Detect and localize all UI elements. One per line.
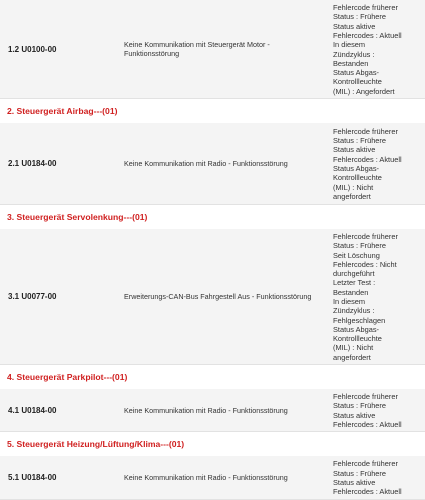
fault-code: 2.1 U0184-00 [8, 159, 57, 168]
fault-code: 5.1 U0184-00 [8, 473, 57, 482]
section-title-airbag: 2. Steuergerät Airbag---(01) [7, 106, 118, 116]
fault-status: Fehlercode früherer Status : Frühere Seit Löschung Fehlercodes : Nicht durchgeführt Letzter Test : Bestanden In diesem Zündzyklus : Fehlgeschlagen Status Abgas- Kontrollleuchte (MIL) : Nicht angefordert [333, 231, 398, 362]
fault-row-2-1 [0, 123, 425, 205]
fault-row-4-1 [0, 389, 425, 432]
fault-status: Fehlercode früherer Status : Frühere Status aktive Fehlercodes : Aktuell In diesem Zündzyklus : Bestanden Status Abgas- Kontrollleuchte (MIL) : Angefordert [333, 3, 402, 96]
fault-row-1-2 [0, 0, 425, 99]
fault-status: Fehlercode früherer Status : Frühere Status aktive Fehlercodes : Aktuell Status Abgas- Kontrollleuchte (MIL) : Nicht angefordert [333, 126, 402, 201]
fault-description: Keine Kommunikation mit Radio - Funktionsstörung [124, 159, 288, 168]
section-title-parkpilot: 4. Steuergerät Parkpilot---(01) [7, 372, 128, 382]
fault-code: 1.2 U0100-00 [8, 44, 57, 54]
fault-description: Keine Kommunikation mit Radio - Funktionsstörung [124, 473, 288, 482]
fault-status: Fehlercode früherer Status : Frühere Status aktive Fehlercodes : Aktuell [333, 391, 402, 429]
fault-row-3-1 [0, 229, 425, 365]
section-title-heizung-lueftung-klima: 5. Steuergerät Heizung/Lüftung/Klima---(01) [7, 439, 185, 449]
fault-description: Erweiterungs-CAN-Bus Fahrgestell Aus - Funktionsstörung [124, 292, 312, 301]
fault-description: Keine Kommunikation mit Radio - Funktionsstörung [124, 405, 288, 415]
fault-description: Keine Kommunikation mit Steuergerät Motor - Funktionsstörung [124, 40, 270, 58]
fault-code: 4.1 U0184-00 [8, 405, 57, 415]
fault-code: 3.1 U0077-00 [8, 292, 57, 301]
section-title-servolenkung: 3. Steuergerät Servolenkung---(01) [7, 212, 148, 222]
fault-status: Fehlercode früherer Status : Frühere Status aktive Fehlercodes : Aktuell [333, 459, 402, 497]
fault-row-5-1 [0, 456, 425, 500]
